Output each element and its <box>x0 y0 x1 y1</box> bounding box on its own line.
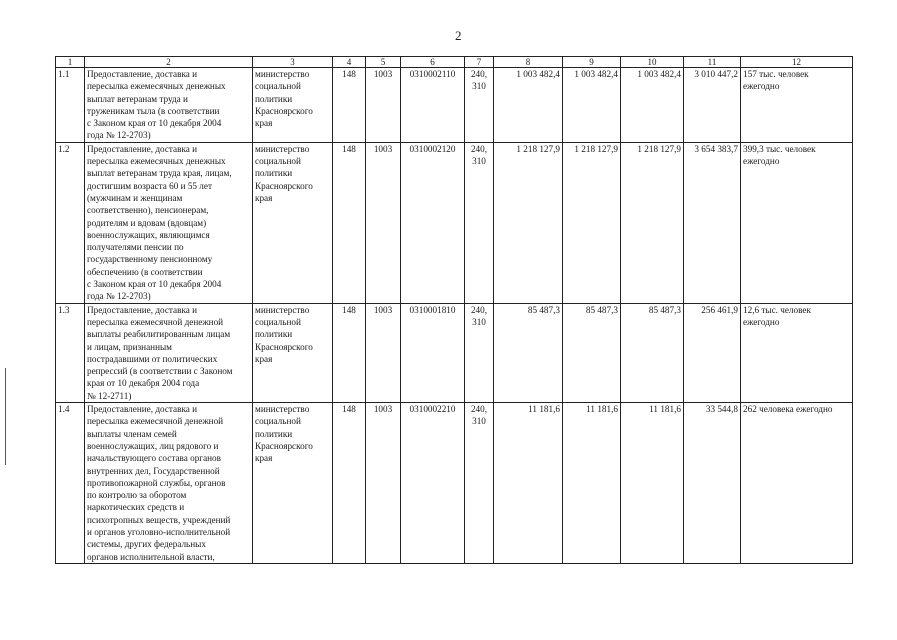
code-7: 240, 310 <box>465 403 494 564</box>
col-header: 1 <box>56 57 85 68</box>
col-header: 6 <box>401 57 465 68</box>
code-4: 148 <box>333 68 366 143</box>
amount-8: 1 218 127,9 <box>494 142 563 303</box>
budget-table <box>55 56 853 564</box>
col-header: 7 <box>465 57 494 68</box>
amount-9: 1 218 127,9 <box>563 142 621 303</box>
header-row <box>56 57 853 68</box>
code-6: 0310002210 <box>401 403 465 564</box>
table-row <box>56 142 853 303</box>
row-number: 1.2 <box>56 142 85 303</box>
table-row <box>56 303 853 402</box>
code-5: 1003 <box>366 142 401 303</box>
amount-10: 1 003 482,4 <box>621 68 684 143</box>
code-5: 1003 <box>366 68 401 143</box>
code-5: 1003 <box>366 303 401 402</box>
row-number: 1.1 <box>56 68 85 143</box>
ministry: министерство социальной политики Красноярского края <box>253 142 333 303</box>
ministry: министерство социальной политики Красноярского края <box>253 403 333 564</box>
result-indicator: 12,6 тыс. человек ежегодно <box>741 303 853 402</box>
amount-11: 3 010 447,2 <box>684 68 741 143</box>
amount-11: 3 654 383,7 <box>684 142 741 303</box>
ministry: министерство социальной политики Красноярского края <box>253 303 333 402</box>
code-4: 148 <box>333 403 366 564</box>
measure-description: Предоставление, доставка и пересылка ежемесячных денежных выплат ветеранам труда и труженикам тыла (в соответствии с Законом края от 10 декабря 2004 года № 12-2703) <box>85 68 253 143</box>
amount-9: 85 487,3 <box>563 303 621 402</box>
table-row <box>56 68 853 143</box>
code-7: 240, 310 <box>465 68 494 143</box>
amount-10: 11 181,6 <box>621 403 684 564</box>
table-row <box>56 403 853 564</box>
col-header: 12 <box>741 57 853 68</box>
result-indicator: 157 тыс. человек ежегодно <box>741 68 853 143</box>
measure-description: Предоставление, доставка и пересылка ежемесячных денежных выплат ветеранам труда края, лицам, достигшим возраста 60 и 55 лет (мужчинам и женщинам соответственно), пенсионерам, родителям и вдовам (вдовцам) военнослужащих, являющимся получателями пенсии по государственному пенсионному обеспечению (в соответствии с Законом края от 10 декабря 2004 года № 12-2703) <box>85 142 253 303</box>
amount-8: 1 003 482,4 <box>494 68 563 143</box>
code-6: 0310002120 <box>401 142 465 303</box>
code-6: 0310002110 <box>401 68 465 143</box>
amount-11: 256 461,9 <box>684 303 741 402</box>
amount-10: 85 487,3 <box>621 303 684 402</box>
code-5: 1003 <box>366 403 401 564</box>
col-header: 3 <box>253 57 333 68</box>
amount-9: 1 003 482,4 <box>563 68 621 143</box>
page-number: 2 <box>455 28 462 43</box>
amount-11: 33 544,8 <box>684 403 741 564</box>
code-7: 240, 310 <box>465 303 494 402</box>
amount-8: 85 487,3 <box>494 303 563 402</box>
col-header: 4 <box>333 57 366 68</box>
ministry: министерство социальной политики Красноярского края <box>253 68 333 143</box>
result-indicator: 399,3 тыс. человек ежегодно <box>741 142 853 303</box>
code-4: 148 <box>333 303 366 402</box>
col-header: 2 <box>85 57 253 68</box>
code-4: 148 <box>333 142 366 303</box>
amount-8: 11 181,6 <box>494 403 563 564</box>
col-header: 8 <box>494 57 563 68</box>
col-header: 10 <box>621 57 684 68</box>
code-6: 0310001810 <box>401 303 465 402</box>
col-header: 9 <box>563 57 621 68</box>
amount-9: 11 181,6 <box>563 403 621 564</box>
amount-10: 1 218 127,9 <box>621 142 684 303</box>
row-number: 1.4 <box>56 403 85 564</box>
margin-mark <box>5 368 6 465</box>
measure-description: Предоставление, доставка и пересылка ежемесячной денежной выплаты членам семей военнослужащих, лиц рядового и начальствующего состава органов внутренних дел, Государственной противопожарной службы, органов по контролю за оборотом наркотических средств и психотропных веществ, учреждений и органов уголовно-исполнительной системы, других федеральных органов исполнительной власти, <box>85 403 253 564</box>
result-indicator: 262 человека ежегодно <box>741 403 853 564</box>
code-7: 240, 310 <box>465 142 494 303</box>
row-number: 1.3 <box>56 303 85 402</box>
col-header: 5 <box>366 57 401 68</box>
measure-description: Предоставление, доставка и пересылка ежемесячной денежной выплаты реабилитированным лицам и лицам, признанным пострадавшими от политических репрессий (в соответствии с Законом края от 10 декабря 2004 года № 12-2711) <box>85 303 253 402</box>
col-header: 11 <box>684 57 741 68</box>
